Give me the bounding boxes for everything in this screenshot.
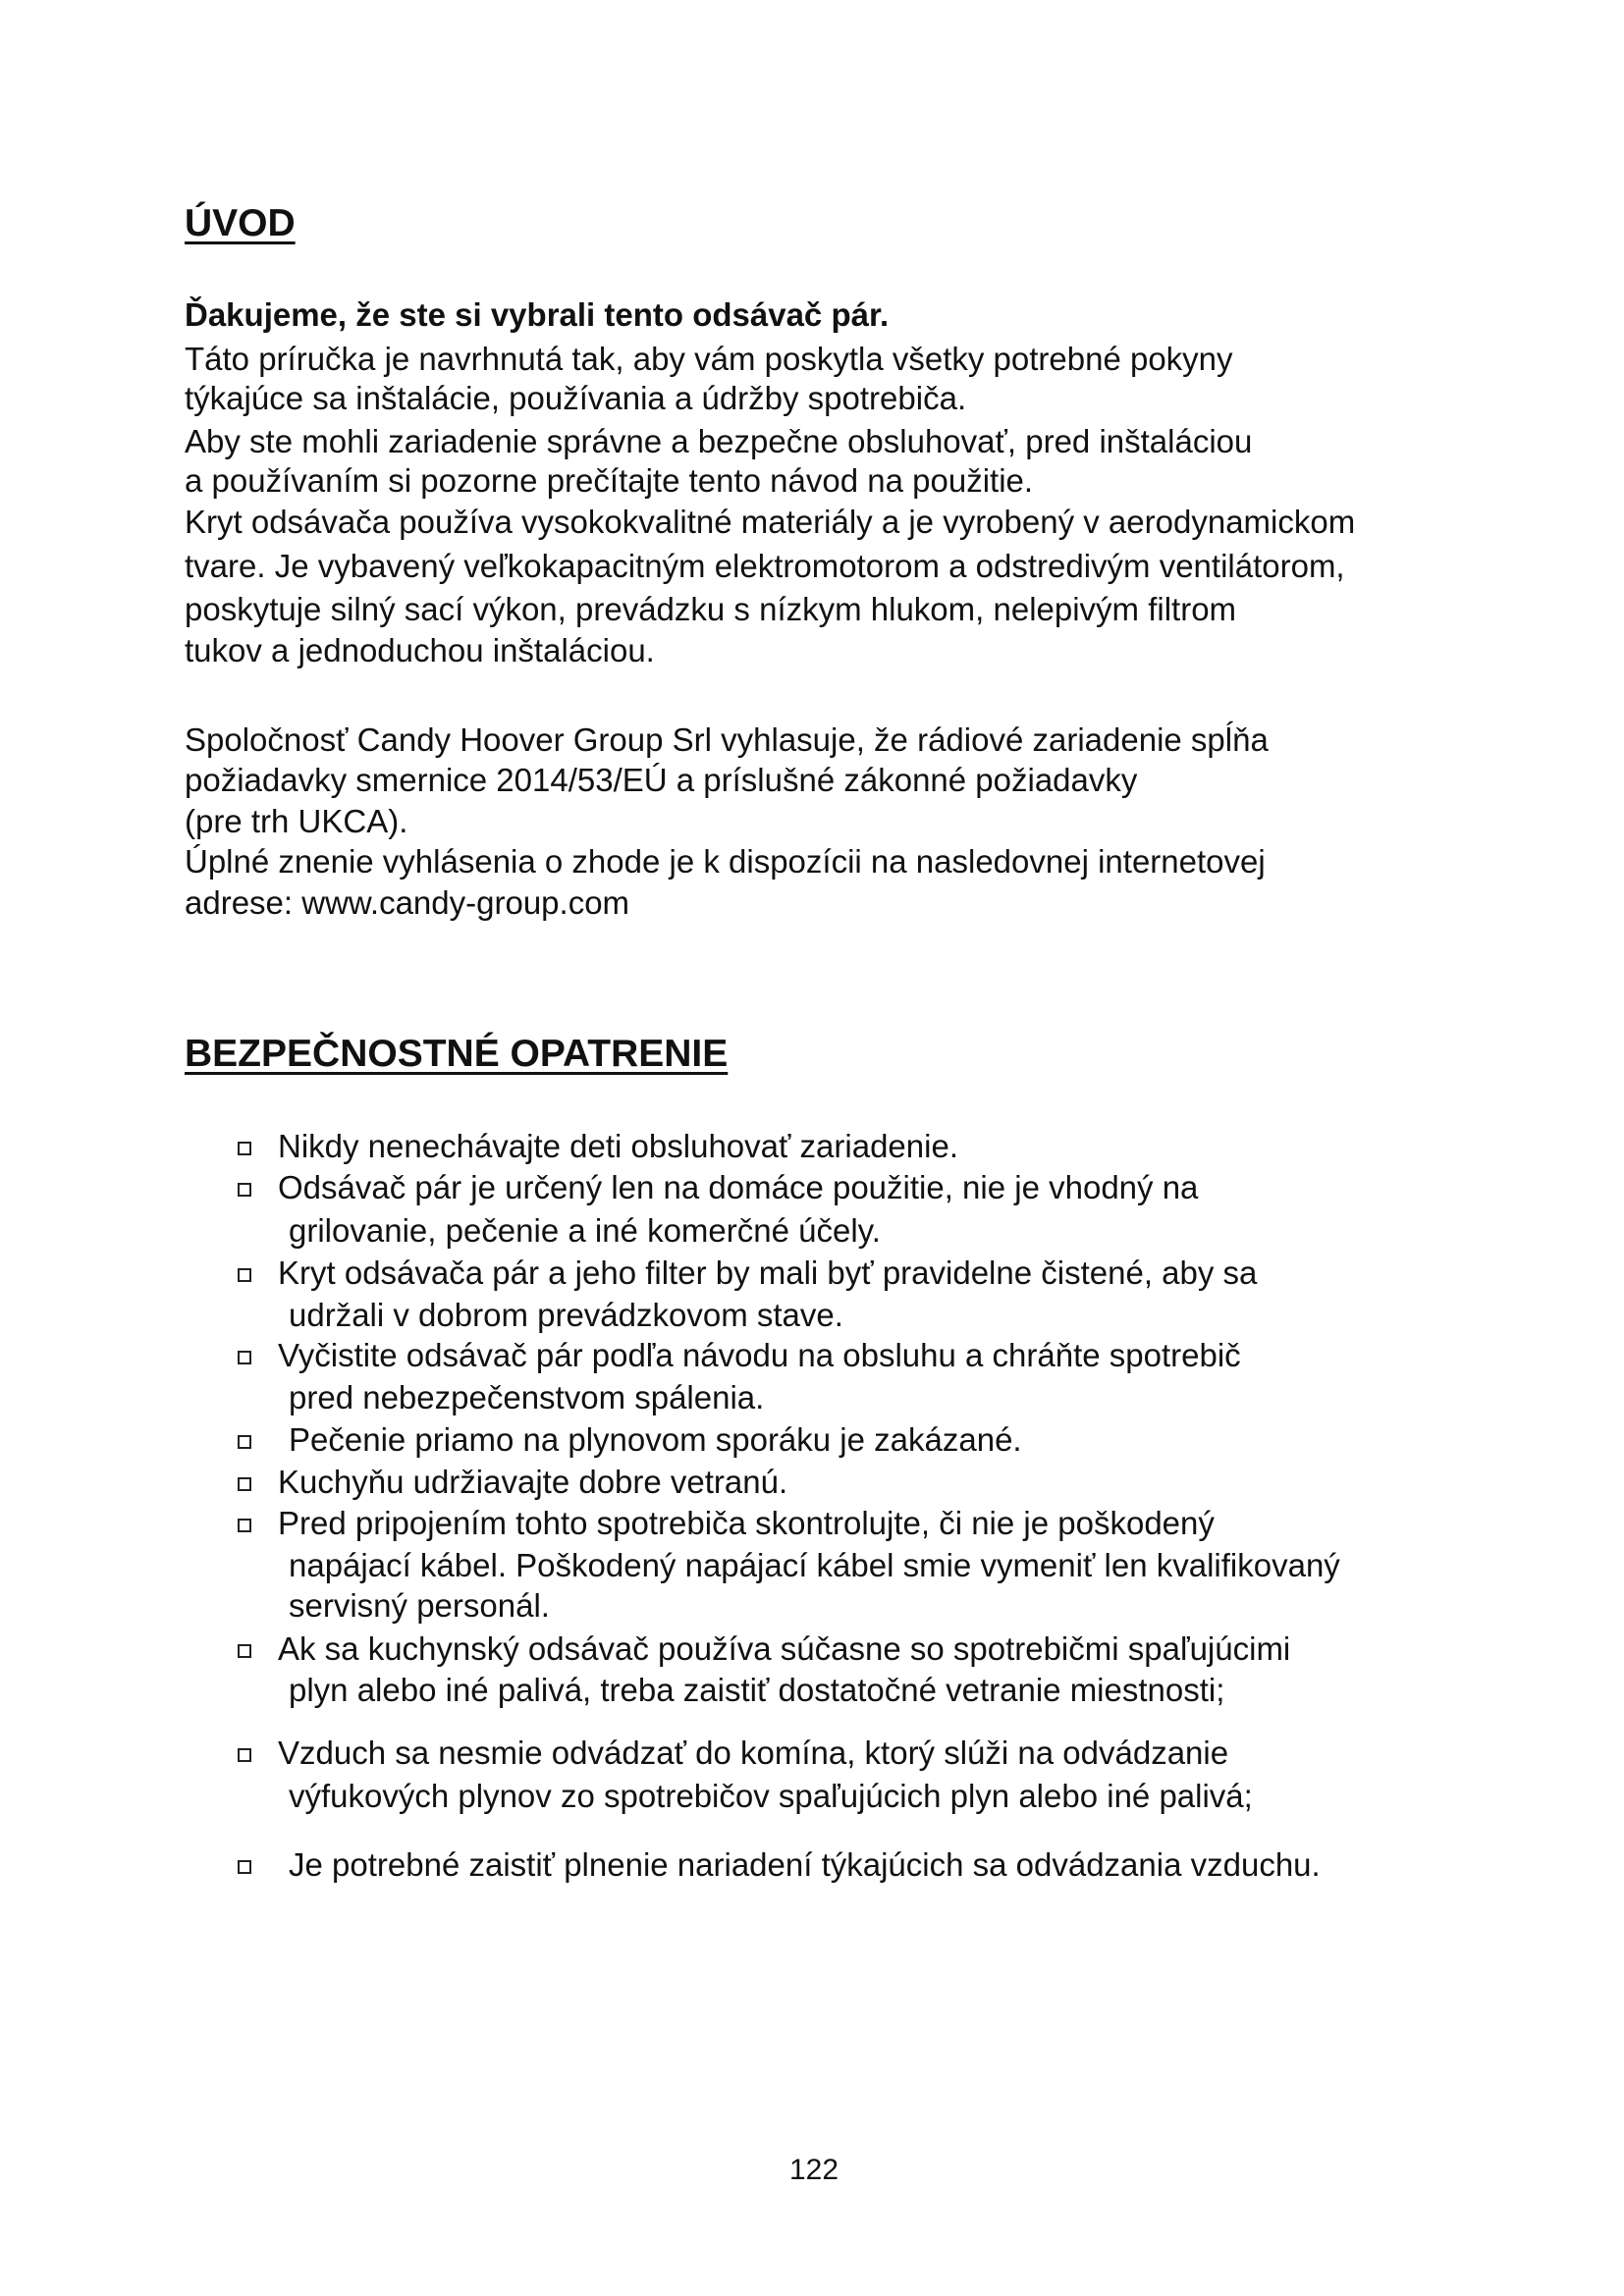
checkbox-bullet-icon bbox=[238, 1860, 251, 1874]
intro-line: tvare. Je vybavený veľkokapacitným elektromotorom a odstredivým ventilátorom, bbox=[185, 548, 1345, 584]
safety-item-line: Kuchyňu udržiavajte dobre vetranú. bbox=[278, 1464, 788, 1500]
declaration-line: požiadavky smernice 2014/53/EÚ a príslušné zákonné požiadavky bbox=[185, 762, 1138, 798]
safety-item-line: udržali v dobrom prevádzkovom stave. bbox=[289, 1297, 843, 1333]
safety-item-line: Pečenie priamo na plynovom sporáku je zakázané. bbox=[289, 1421, 1022, 1458]
intro-line: Kryt odsávača používa vysokokvalitné materiály a je vyrobený v aerodynamickom bbox=[185, 504, 1356, 540]
safety-item-line: Nikdy nenechávajte deti obsluhovať zariadenie. bbox=[278, 1128, 958, 1164]
checkbox-bullet-icon bbox=[238, 1477, 251, 1491]
intro-line: tukov a jednoduchou inštaláciou. bbox=[185, 632, 655, 668]
checkbox-bullet-icon bbox=[238, 1183, 251, 1197]
safety-item-line: Kryt odsávača pár a jeho filter by mali byť pravidelne čistené, aby sa bbox=[278, 1255, 1258, 1291]
safety-item-line: napájací kábel. Poškodený napájací kábel smie vymeniť len kvalifikovaný bbox=[289, 1547, 1340, 1583]
declaration-line: (pre trh UKCA). bbox=[185, 803, 408, 839]
intro-line: a používaním si pozorne prečítajte tento návod na použitie. bbox=[185, 462, 1034, 499]
safety-item-line: servisný personál. bbox=[289, 1587, 550, 1624]
declaration-line: adrese: www.candy-group.com bbox=[185, 884, 630, 921]
safety-item-line: pred nebezpečenstvom spálenia. bbox=[289, 1379, 765, 1415]
intro-thanks: Ďakujeme, že ste si vybrali tento odsávač pár. bbox=[185, 296, 890, 333]
declaration-line: Spoločnosť Candy Hoover Group Srl vyhlasuje, že rádiové zariadenie spĺňa bbox=[185, 721, 1269, 758]
intro-line: poskytuje silný sací výkon, prevádzku s nízkym hlukom, nelepivým filtrom bbox=[185, 591, 1237, 627]
checkbox-bullet-icon bbox=[238, 1268, 251, 1282]
safety-item-line: plyn alebo iné palivá, treba zaistiť dostatočné vetranie miestnosti; bbox=[289, 1672, 1225, 1708]
checkbox-bullet-icon bbox=[238, 1351, 251, 1364]
safety-item-line: grilovanie, pečenie a iné komerčné účely. bbox=[289, 1212, 881, 1249]
page-number: 122 bbox=[789, 2154, 839, 2186]
safety-item-line: výfukových plynov zo spotrebičov spaľujúcich plyn alebo iné palivá; bbox=[289, 1778, 1253, 1814]
checkbox-bullet-icon bbox=[238, 1519, 251, 1532]
intro-heading: ÚVOD bbox=[185, 202, 296, 244]
safety-item-line: Ak sa kuchynský odsávač používa súčasne so spotrebičmi spaľujúcimi bbox=[278, 1630, 1291, 1667]
intro-line: Aby ste mohli zariadenie správne a bezpečne obsluhovať, pred inštaláciou bbox=[185, 423, 1253, 459]
safety-item-line: Pred pripojením tohto spotrebiča skontrolujte, či nie je poškodený bbox=[278, 1505, 1215, 1541]
checkbox-bullet-icon bbox=[238, 1435, 251, 1449]
safety-item-line: Vzduch sa nesmie odvádzať do komína, ktorý slúži na odvádzanie bbox=[278, 1735, 1229, 1771]
intro-line: Táto príručka je navrhnutá tak, aby vám poskytla všetky potrebné pokyny bbox=[185, 341, 1233, 377]
safety-item-line: Odsávač pár je určený len na domáce použitie, nie je vhodný na bbox=[278, 1169, 1199, 1205]
safety-item-line: Je potrebné zaistiť plnenie nariadení týkajúcich sa odvádzania vzduchu. bbox=[289, 1846, 1321, 1883]
intro-line: týkajúce sa inštalácie, používania a údržby spotrebiča. bbox=[185, 380, 967, 416]
declaration-line: Úplné znenie vyhlásenia o zhode je k dispozícii na nasledovnej internetovej bbox=[185, 843, 1266, 880]
checkbox-bullet-icon bbox=[238, 1748, 251, 1762]
checkbox-bullet-icon bbox=[238, 1644, 251, 1658]
safety-heading: BEZPEČNOSTNÉ OPATRENIE bbox=[185, 1033, 729, 1075]
safety-item-line: Vyčistite odsávač pár podľa návodu na obsluhu a chráňte spotrebič bbox=[278, 1337, 1241, 1373]
checkbox-bullet-icon bbox=[238, 1142, 251, 1155]
